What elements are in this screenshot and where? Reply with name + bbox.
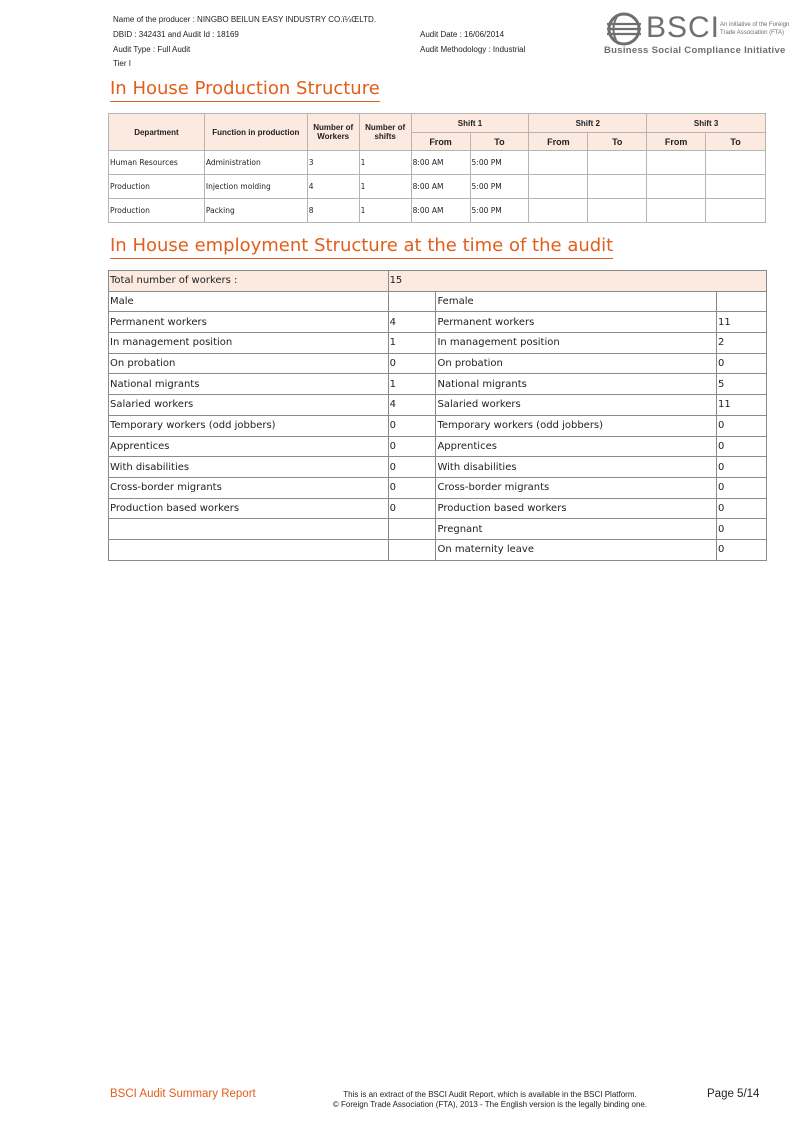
department-cell: Production [109,199,205,223]
header-shift1-from: From [411,133,470,151]
male-count: 0 [388,498,436,519]
function-cell: Packing [204,199,307,223]
employment-structure-table [108,270,767,561]
header-function: Function in production [204,114,307,151]
logo-wordmark: BSCI [646,11,721,44]
bsci-logo [604,12,796,58]
male-category: In management position [109,333,389,354]
male-label: Male [109,291,389,312]
shift2-to-cell [588,199,647,223]
table-row [109,436,767,457]
producer-name: Name of the producer : NINGBO BEILUN EASY INDUSTRY CO.ï¼ŒLTD. [113,15,377,24]
dbid-audit-id: DBID : 342431 and Audit Id : 18169 [113,30,239,39]
shift3-to-cell [706,151,766,175]
female-category: National migrants [436,374,717,395]
table-row [109,539,767,560]
shift1-to-cell: 5:00 PM [470,199,529,223]
female-count: 0 [717,415,767,436]
table-row [109,457,767,478]
table-row [109,415,767,436]
male-count: 1 [388,374,436,395]
header-shift2-from: From [529,133,588,151]
tier: Tier I [113,59,131,68]
footer-note-line-1: This is an extract of the BSCI Audit Report, which is available in the BSCI Platform. [343,1090,637,1099]
female-count: 0 [717,353,767,374]
table-row [109,199,766,223]
male-category: Apprentices [109,436,389,457]
male-category: On probation [109,353,389,374]
male-count [388,519,436,540]
shift3-from-cell [647,151,706,175]
female-category: Pregnant [436,519,717,540]
footer-note-line-2: © Foreign Trade Association (FTA), 2013 - The English version is the legally binding one. [332,1100,648,1109]
report-name: BSCI Audit Summary Report [110,1088,256,1100]
table-row [109,353,767,374]
shifts-cell: 1 [359,151,411,175]
production-structure-table [108,113,766,223]
gender-header-row [109,291,767,312]
male-count: 0 [388,477,436,498]
table-row [109,498,767,519]
female-category: Permanent workers [436,312,717,333]
table-row [109,519,767,540]
table-row [109,312,767,333]
female-category: Apprentices [436,436,717,457]
male-count: 1 [388,333,436,354]
total-workers-value: 15 [388,271,766,292]
male-category: Production based workers [109,498,389,519]
female-count: 0 [717,457,767,478]
male-category [109,519,389,540]
shift1-to-cell: 5:00 PM [470,151,529,175]
shifts-cell: 1 [359,175,411,199]
header-number-of-shifts: Number of shifts [359,114,411,151]
female-category: Cross-border migrants [436,477,717,498]
header-shift3-to: To [706,133,766,151]
shift3-to-cell [706,199,766,223]
table-row [109,333,767,354]
female-count: 0 [717,498,767,519]
female-count: 2 [717,333,767,354]
shift2-from-cell [529,199,588,223]
male-count: 4 [388,395,436,416]
male-header-empty [388,291,436,312]
male-count: 0 [388,457,436,478]
workers-cell: 4 [307,175,359,199]
employment-structure-title: In House employment Structure at the time of the audit [110,235,613,259]
footer-note [300,1090,680,1110]
production-structure-title: In House Production Structure [110,78,380,102]
workers-cell: 8 [307,199,359,223]
bsci-globe-icon [604,12,644,48]
female-category: Salaried workers [436,395,717,416]
shift3-from-cell [647,199,706,223]
audit-type: Audit Type : Full Audit [113,45,191,54]
male-category [109,539,389,560]
male-count: 0 [388,436,436,457]
female-count: 0 [717,519,767,540]
female-category: In management position [436,333,717,354]
male-category: With disabilities [109,457,389,478]
male-category: Permanent workers [109,312,389,333]
header-shift2-to: To [588,133,647,151]
male-category: Salaried workers [109,395,389,416]
table-row [109,151,766,175]
table-row [109,175,766,199]
female-header-empty [717,291,767,312]
shift1-from-cell: 8:00 AM [411,199,470,223]
header-shift-2: Shift 2 [529,114,647,133]
shift3-from-cell [647,175,706,199]
table-row [109,374,767,395]
shift2-to-cell [588,151,647,175]
header-number-of-workers: Number of Workers [307,114,359,151]
header-shift1-to: To [470,133,529,151]
workers-cell: 3 [307,151,359,175]
audit-methodology: Audit Methodology : Industrial [420,45,526,54]
male-count: 4 [388,312,436,333]
department-cell: Human Resources [109,151,205,175]
male-category: Temporary workers (odd jobbers) [109,415,389,436]
shift1-from-cell: 8:00 AM [411,151,470,175]
total-workers-label: Total number of workers : [109,271,389,292]
female-category: With disabilities [436,457,717,478]
female-count: 0 [717,436,767,457]
female-count: 11 [717,312,767,333]
shift3-to-cell [706,175,766,199]
logo-initiative: An initiative of the Foreign Trade Association (FTA) [720,22,790,36]
female-count: 0 [717,477,767,498]
female-count: 5 [717,374,767,395]
shift1-to-cell: 5:00 PM [470,175,529,199]
female-category: On probation [436,353,717,374]
male-count: 0 [388,353,436,374]
header-shift-1: Shift 1 [411,114,529,133]
shift2-to-cell [588,175,647,199]
female-category: On maternity leave [436,539,717,560]
shift1-from-cell: 8:00 AM [411,175,470,199]
header-shift3-from: From [647,133,706,151]
audit-date: Audit Date : 16/06/2014 [420,30,505,39]
function-cell: Injection molding [204,175,307,199]
table-row [109,395,767,416]
male-count [388,539,436,560]
table-row [109,477,767,498]
total-workers-row [109,271,767,292]
logo-tagline: Business Social Compliance Initiative [604,45,786,56]
female-category: Production based workers [436,498,717,519]
shift2-from-cell [529,175,588,199]
male-category: Cross-border migrants [109,477,389,498]
male-count: 0 [388,415,436,436]
shift2-from-cell [529,151,588,175]
female-count: 11 [717,395,767,416]
shifts-cell: 1 [359,199,411,223]
page-number: Page 5/14 [707,1088,760,1100]
female-label: Female [436,291,717,312]
female-category: Temporary workers (odd jobbers) [436,415,717,436]
female-count: 0 [717,539,767,560]
department-cell: Production [109,175,205,199]
header-shift-3: Shift 3 [647,114,766,133]
function-cell: Administration [204,151,307,175]
header-department: Department [109,114,205,151]
male-category: National migrants [109,374,389,395]
